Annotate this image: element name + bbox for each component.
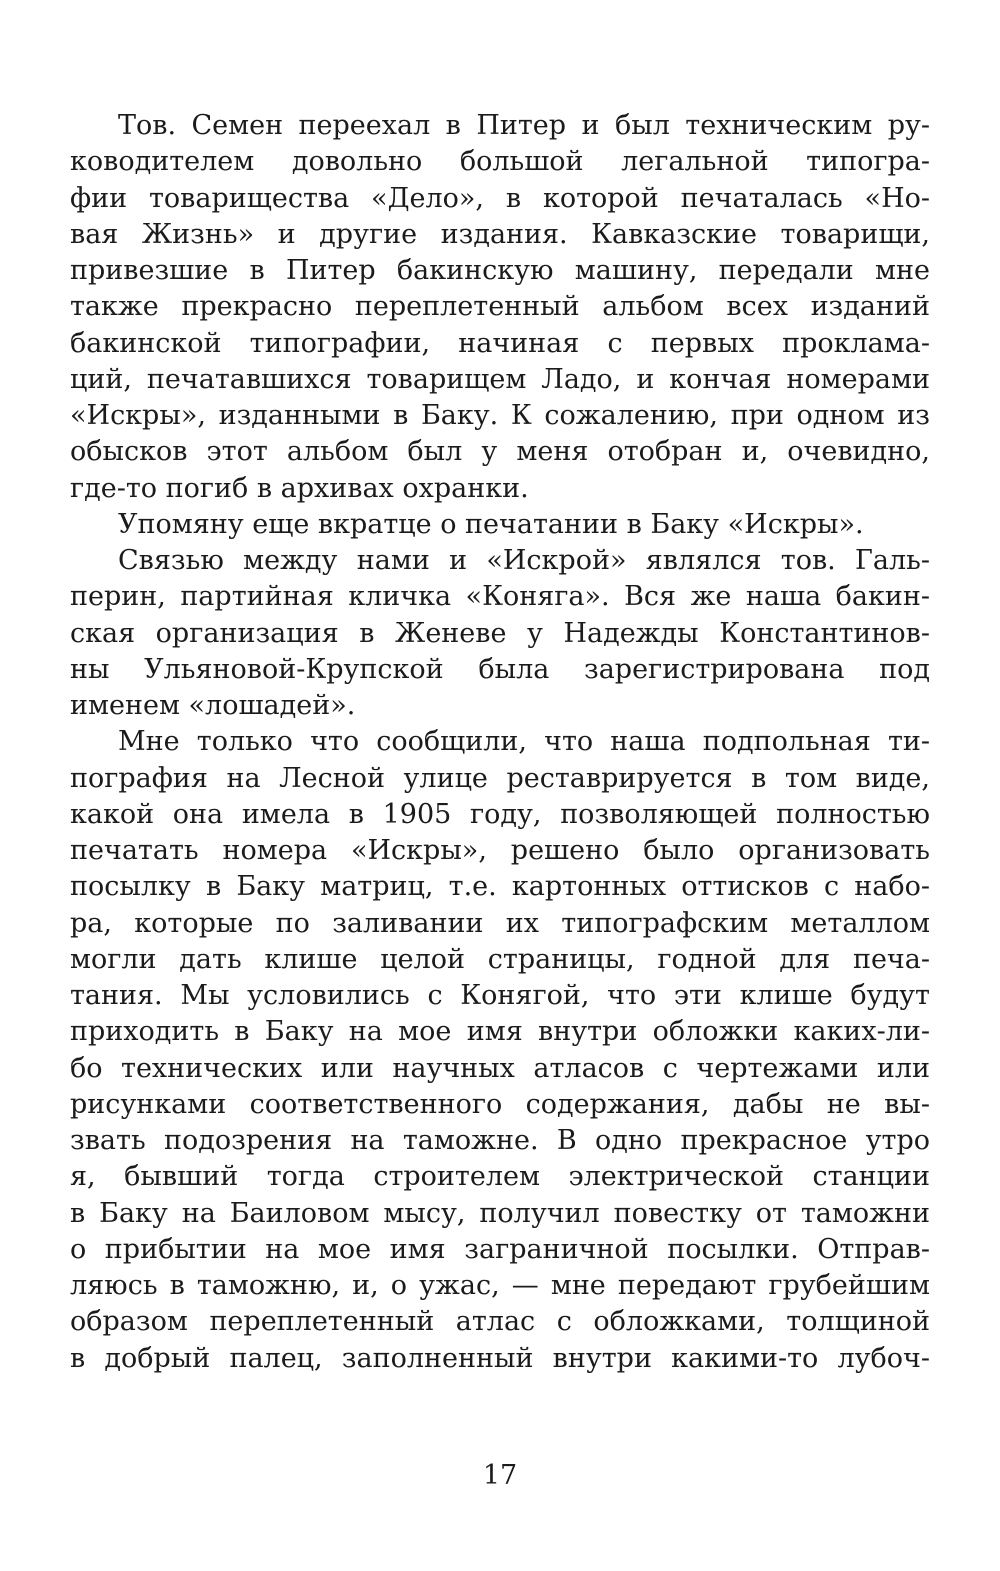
text-line: ны Ульяновой-Крупской была зарегистрирована под bbox=[70, 653, 930, 685]
text-line: образом переплетенный атлас с обложками, толщиной bbox=[70, 1306, 930, 1338]
text-line: ляюсь в таможню, и, о ужас, — мне передают грубейшим bbox=[70, 1270, 930, 1301]
text-line: перин, партийная кличка «Коняга». Вся же наша бакин- bbox=[70, 581, 930, 613]
text-line: Связью между нами и «Искрой» являлся тов. Галь- bbox=[118, 545, 930, 576]
text-line: ководителем довольно большой легальной типогра- bbox=[70, 146, 930, 178]
text-line: бо технических или научных атласов с чертежами или bbox=[70, 1052, 930, 1084]
text-line: тания. Мы условились с Конягой, что эти клише будут bbox=[70, 980, 930, 1011]
text-line: «Искры», изданными в Баку. К сожалению, при одном из bbox=[70, 400, 930, 431]
text-line: о прибытии на мое имя заграничной посылки. Отправ- bbox=[70, 1233, 930, 1265]
text-line: бакинской типографии, начиная с первых проклама- bbox=[70, 327, 930, 359]
text-line: в Баку на Баиловом мысу, получил повестку от таможни bbox=[70, 1197, 930, 1229]
text-line: обысков этот альбом был у меня отобран и, очевидно, bbox=[70, 436, 930, 468]
page-number: 17 bbox=[482, 1460, 518, 1491]
text-line: могли дать клише целой страницы, годной для печа- bbox=[70, 943, 930, 975]
text-line: вая Жизнь» и другие издания. Кавказские товарищи, bbox=[70, 218, 930, 250]
text-line: рисунками соответственного содержания, дабы не вы- bbox=[70, 1088, 930, 1120]
text-line: фии товарищества «Дело», в которой печаталась «Но- bbox=[70, 182, 930, 214]
text-line: ра, которые по заливании их типографским металлом bbox=[70, 907, 930, 939]
text-line: звать подозрения на таможне. В одно прекрасное утро bbox=[70, 1125, 930, 1156]
text-line: привезшие в Питер бакинскую машину, передали мне bbox=[70, 255, 930, 286]
text-line: также прекрасно переплетенный альбом всех изданий bbox=[70, 291, 930, 323]
text-line: печатать номера «Искры», решено было организовать bbox=[70, 835, 930, 866]
text-line: я, бывший тогда строителем электрической станции bbox=[70, 1161, 930, 1193]
text-line: ций, печатавшихся товарищем Ладо, и кончая номерами bbox=[70, 363, 930, 395]
text-line: какой она имела в 1905 году, позволяющей полностью bbox=[70, 798, 930, 830]
text-line: приходить в Баку на мое имя внутри обложки каких-ли- bbox=[70, 1016, 930, 1048]
text-line: посылку в Баку матриц, т.е. картонных оттисков с набо- bbox=[70, 871, 930, 903]
text-line: Упомяну еще вкратце о печатании в Баку «Искры». bbox=[118, 508, 864, 540]
body-text bbox=[70, 108, 930, 1377]
text-line: пография на Лесной улице реставрируется в том виде, bbox=[70, 762, 930, 794]
text-line: Тов. Семен переехал в Питер и был техническим ру- bbox=[118, 110, 930, 141]
text-line: в добрый палец, заполненный внутри какими-то лубоч- bbox=[70, 1342, 930, 1374]
text-line: Мне только что сообщили, что наша подпольная ти- bbox=[118, 726, 930, 758]
text-line: ская организация в Женеве у Надежды Константинов- bbox=[70, 617, 930, 649]
text-line: где-то погиб в архивах охранки. bbox=[70, 472, 529, 504]
text-line: именем «лошадей». bbox=[70, 690, 356, 721]
